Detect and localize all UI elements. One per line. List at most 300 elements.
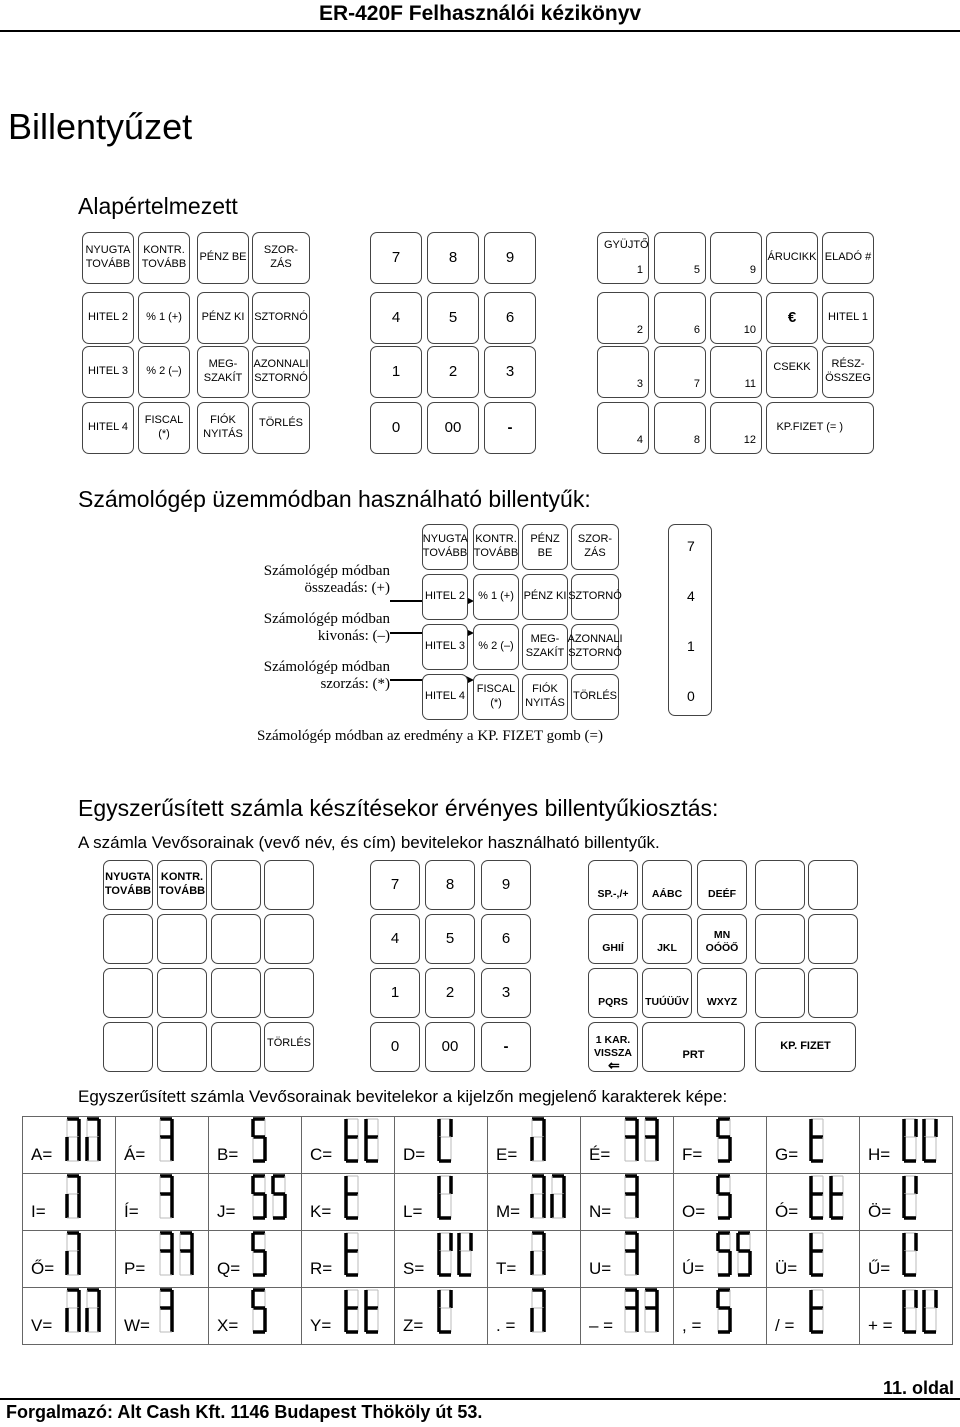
blank-key[interactable] bbox=[103, 1022, 153, 1072]
segment-glyph-icon bbox=[251, 1286, 297, 1338]
calc-key-fiscal[interactable] bbox=[473, 674, 519, 720]
blank-key[interactable] bbox=[211, 914, 261, 964]
key-label: % 2 (–) bbox=[478, 640, 514, 653]
key-nyugta-tovabb[interactable] bbox=[82, 232, 134, 284]
segment-glyph-icon bbox=[158, 1286, 204, 1338]
key-label: MEG- SZAKÍT bbox=[525, 633, 565, 659]
char-label: B= bbox=[217, 1145, 239, 1164]
char-label: Ő= bbox=[31, 1259, 55, 1278]
char-label: . = bbox=[496, 1316, 516, 1335]
blank-key[interactable] bbox=[211, 860, 261, 910]
key-6[interactable] bbox=[481, 914, 531, 964]
char-cell bbox=[302, 1231, 395, 1288]
key-label: HITEL 2 bbox=[425, 590, 465, 603]
key-label: € bbox=[787, 308, 797, 326]
key-dept-9[interactable] bbox=[710, 232, 762, 284]
calc-key-nyugta-tovabb[interactable] bbox=[422, 524, 468, 570]
key-ghii[interactable] bbox=[588, 914, 638, 964]
key-kp-fizet[interactable] bbox=[766, 402, 874, 454]
key-wxyz[interactable] bbox=[697, 968, 747, 1018]
key-label: SZOR- ZÁS bbox=[577, 533, 613, 559]
key-2[interactable] bbox=[425, 968, 475, 1018]
key-7[interactable] bbox=[370, 232, 422, 284]
key-8[interactable] bbox=[425, 860, 475, 910]
char-cell bbox=[395, 1288, 488, 1345]
char-label: + = bbox=[868, 1316, 893, 1335]
key-hitel-2[interactable] bbox=[82, 292, 134, 344]
char-cell bbox=[674, 1117, 767, 1174]
calc-key-hitel-4[interactable] bbox=[422, 674, 468, 720]
key-label: TÖRLÉS bbox=[572, 690, 617, 703]
key-gyujto[interactable] bbox=[597, 232, 649, 284]
char-cell bbox=[767, 1174, 860, 1231]
segment-glyph-icon bbox=[344, 1172, 390, 1224]
key-label: 3 bbox=[505, 362, 515, 380]
char-cell bbox=[23, 1117, 116, 1174]
key-1-kar-vissza[interactable] bbox=[588, 1022, 638, 1072]
key-label: PÉNZ KI bbox=[201, 311, 245, 324]
calc-key-percent-1[interactable] bbox=[473, 574, 519, 620]
calc-result-note: Számológép módban az eredmény a KP. FIZET gomb (=) bbox=[256, 728, 604, 744]
key-label: GYÜJTŐ bbox=[604, 239, 649, 251]
char-label: Á= bbox=[124, 1145, 146, 1164]
char-label: J= bbox=[217, 1202, 236, 1221]
segment-glyph-icon bbox=[65, 1229, 111, 1281]
key-6[interactable] bbox=[484, 292, 536, 344]
blank-key[interactable] bbox=[211, 1022, 261, 1072]
segment-glyph-icon bbox=[530, 1229, 576, 1281]
blank-key[interactable] bbox=[264, 968, 314, 1018]
key-prt[interactable] bbox=[642, 1022, 745, 1072]
segment-glyph-icon bbox=[251, 1229, 297, 1281]
key-szorzas[interactable] bbox=[252, 232, 310, 284]
calc-key-penz-be[interactable] bbox=[522, 524, 568, 570]
section-chars: Egyszerűsített számla Vevősorainak bevitelekor a kijelzőn megjelenő karakterek képe: bbox=[78, 1087, 728, 1106]
char-label: F= bbox=[682, 1145, 703, 1164]
segment-glyph-icon bbox=[623, 1172, 669, 1224]
page-title: Billentyűzet bbox=[8, 106, 193, 147]
key-minus[interactable] bbox=[481, 1022, 531, 1072]
key-label: CSEKK bbox=[773, 361, 811, 373]
key-9[interactable] bbox=[484, 232, 536, 284]
char-label: K= bbox=[310, 1202, 332, 1221]
char-cell bbox=[209, 1288, 302, 1345]
char-cell bbox=[116, 1231, 209, 1288]
key-label: 6 bbox=[501, 929, 511, 947]
char-label: T= bbox=[496, 1259, 517, 1278]
section-default: Alapértelmezett bbox=[78, 193, 238, 219]
key-label: KP.FIZET (= ) bbox=[776, 421, 843, 434]
key-dept-3[interactable] bbox=[597, 346, 649, 398]
key-fiok-nyitas[interactable] bbox=[197, 402, 249, 454]
key-label: SP.-,/+ bbox=[597, 887, 629, 900]
key-label: KONTR. TOVÁBB bbox=[473, 533, 519, 559]
blank-key[interactable] bbox=[103, 914, 153, 964]
key-label: MEG- SZAKÍT bbox=[203, 358, 243, 384]
key-label: SZTORNÓ bbox=[568, 590, 622, 603]
calc-key-percent-2[interactable] bbox=[473, 624, 519, 670]
key-minus[interactable] bbox=[484, 402, 536, 454]
key-aabc[interactable] bbox=[642, 860, 692, 910]
char-cell bbox=[302, 1174, 395, 1231]
key-dept-11[interactable] bbox=[710, 346, 762, 398]
key-label: 7 bbox=[390, 875, 400, 893]
char-label: U= bbox=[589, 1259, 612, 1278]
key-label: KONTR. TOVÁBB bbox=[141, 244, 187, 270]
key-label: - bbox=[503, 1037, 509, 1055]
char-cell bbox=[860, 1174, 953, 1231]
key-00[interactable] bbox=[425, 1022, 475, 1072]
key-torles[interactable] bbox=[264, 1022, 314, 1072]
calc-key-sztorno[interactable] bbox=[568, 574, 622, 620]
char-label: A= bbox=[31, 1145, 53, 1164]
key-label: 00 bbox=[444, 418, 462, 436]
calc-label-add: Számológép módban összeadás: (+) bbox=[263, 563, 390, 596]
blank-key[interactable] bbox=[755, 968, 805, 1018]
key-label: HITEL 1 bbox=[828, 311, 868, 324]
blank-key[interactable] bbox=[211, 968, 261, 1018]
char-label: E= bbox=[496, 1145, 518, 1164]
page-number: 11. oldal bbox=[882, 1378, 954, 1398]
segment-glyph-icon bbox=[344, 1229, 390, 1281]
segment-glyph-icon bbox=[530, 1286, 576, 1338]
key-0[interactable] bbox=[370, 402, 422, 454]
key-label: FISCAL (*) bbox=[476, 683, 516, 709]
key-fiscal[interactable] bbox=[138, 402, 190, 454]
char-cell bbox=[209, 1174, 302, 1231]
dept-number: 11 bbox=[744, 378, 756, 391]
char-label: O= bbox=[682, 1202, 706, 1221]
char-label: R= bbox=[310, 1259, 333, 1278]
key-label: 4 bbox=[390, 929, 400, 947]
key-dept-4[interactable] bbox=[597, 402, 649, 454]
calc-key-hitel-2[interactable] bbox=[422, 574, 468, 620]
key-3[interactable] bbox=[481, 968, 531, 1018]
char-cell bbox=[860, 1231, 953, 1288]
calc-key-penz-ki[interactable] bbox=[522, 574, 568, 620]
segment-glyph-icon bbox=[922, 1115, 960, 1167]
blank-key[interactable] bbox=[755, 860, 805, 910]
key-label: HITEL 3 bbox=[425, 640, 465, 653]
char-label: S= bbox=[403, 1259, 425, 1278]
key-5[interactable] bbox=[427, 292, 479, 344]
char-cell bbox=[860, 1117, 953, 1174]
segment-glyph-icon bbox=[158, 1115, 204, 1167]
key-label: FISCAL (*) bbox=[144, 414, 184, 440]
key-label: NYUGTA TOVÁBB bbox=[104, 871, 152, 897]
blank-key[interactable] bbox=[755, 914, 805, 964]
key-percent-1[interactable] bbox=[138, 292, 190, 344]
dept-number: 6 bbox=[693, 324, 700, 337]
char-label: X= bbox=[217, 1316, 239, 1335]
key-hitel-1[interactable] bbox=[822, 292, 874, 344]
key-azonnali-sztorno[interactable] bbox=[252, 346, 310, 398]
key-label: 4 bbox=[391, 308, 401, 326]
char-label: I= bbox=[31, 1202, 46, 1221]
key-label: % 1 (+) bbox=[478, 590, 514, 603]
blank-key[interactable] bbox=[103, 968, 153, 1018]
key-label: 5 bbox=[445, 929, 455, 947]
key-label: 5 bbox=[448, 308, 458, 326]
key-megszakit[interactable] bbox=[197, 346, 249, 398]
dept-number: 1 bbox=[636, 264, 643, 277]
key-label: 0 bbox=[390, 1037, 400, 1055]
char-label: Ö= bbox=[868, 1202, 892, 1221]
segment-glyph-icon bbox=[716, 1286, 762, 1338]
blank-key[interactable] bbox=[157, 914, 207, 964]
backspace-arrow-icon: ⇐ bbox=[608, 1057, 620, 1073]
key-5[interactable] bbox=[425, 914, 475, 964]
calc-key-7[interactable]: 7 bbox=[687, 538, 695, 554]
char-cell bbox=[581, 1231, 674, 1288]
key-elado[interactable] bbox=[822, 232, 874, 284]
key-3[interactable] bbox=[484, 346, 536, 398]
key-label: 9 bbox=[501, 875, 511, 893]
section-simple: Egyszerűsített számla készítésekor érvényes billentyűkiosztás: bbox=[78, 795, 719, 821]
char-cell bbox=[395, 1117, 488, 1174]
key-label: PÉNZ KI bbox=[523, 590, 567, 603]
dept-number: 12 bbox=[743, 434, 756, 447]
key-penz-ki[interactable] bbox=[197, 292, 249, 344]
segment-glyph-icon bbox=[65, 1172, 111, 1224]
segment-glyph-icon bbox=[902, 1229, 948, 1281]
calc-key-torles[interactable] bbox=[571, 674, 619, 720]
key-1[interactable] bbox=[370, 346, 422, 398]
dept-number: 4 bbox=[636, 434, 643, 447]
char-label: W= bbox=[124, 1316, 150, 1335]
char-cell bbox=[860, 1288, 953, 1345]
key-pqrs[interactable] bbox=[588, 968, 638, 1018]
calc-label-mul: Számológép módban szorzás: (*) bbox=[263, 659, 390, 692]
key-label: MN OÓÖŐ bbox=[705, 928, 739, 954]
blank-key[interactable] bbox=[264, 860, 314, 910]
key-label: 2 bbox=[445, 983, 455, 1001]
char-label: Í= bbox=[124, 1202, 139, 1221]
key-sztorno[interactable] bbox=[252, 292, 310, 344]
key-hitel-4[interactable] bbox=[82, 402, 134, 454]
key-00[interactable] bbox=[427, 402, 479, 454]
key-8[interactable] bbox=[427, 232, 479, 284]
key-label: 9 bbox=[505, 248, 515, 266]
key-label: NYUGTA TOVÁBB bbox=[422, 533, 468, 559]
key-sp[interactable] bbox=[588, 860, 638, 910]
section-simple-sub: A számla Vevősorainak (vevő név, és cím) bevitelekor használható billentyűk. bbox=[78, 833, 660, 852]
char-label: P= bbox=[124, 1259, 146, 1278]
key-tuuuuv[interactable] bbox=[642, 968, 692, 1018]
segment-glyph-icon bbox=[902, 1172, 948, 1224]
char-cell bbox=[767, 1288, 860, 1345]
blank-key[interactable] bbox=[157, 968, 207, 1018]
key-deef[interactable] bbox=[697, 860, 747, 910]
key-label: 1 KAR. VISSZA bbox=[594, 1033, 632, 1059]
char-cell bbox=[23, 1288, 116, 1345]
key-label: % 1 (+) bbox=[146, 311, 182, 324]
key-label: HITEL 4 bbox=[88, 421, 128, 434]
key-label: 7 bbox=[391, 248, 401, 266]
key-csekk[interactable] bbox=[766, 346, 818, 398]
key-label: 2 bbox=[448, 362, 458, 380]
char-cell bbox=[116, 1288, 209, 1345]
char-cell bbox=[209, 1231, 302, 1288]
key-dept-8[interactable] bbox=[654, 402, 706, 454]
calc-label-sub: Számológép módban kivonás: (–) bbox=[263, 611, 390, 644]
char-cell bbox=[767, 1231, 860, 1288]
char-label: Ó= bbox=[775, 1202, 799, 1221]
char-cell bbox=[581, 1117, 674, 1174]
char-cell bbox=[488, 1231, 581, 1288]
key-label: 00 bbox=[441, 1037, 459, 1055]
key-dept-7[interactable] bbox=[654, 346, 706, 398]
key-label: FIÓK NYITÁS bbox=[525, 683, 565, 709]
blank-key[interactable] bbox=[808, 914, 858, 964]
key-kp-fizet[interactable] bbox=[755, 1022, 856, 1072]
key-9[interactable] bbox=[481, 860, 531, 910]
key-kontr-tovabb[interactable] bbox=[157, 860, 207, 910]
char-label: V= bbox=[31, 1316, 53, 1335]
key-reszosszeg[interactable] bbox=[822, 346, 874, 398]
key-label: RÉSZ- ÖSSZEG bbox=[825, 358, 871, 384]
char-cell bbox=[581, 1288, 674, 1345]
char-cell bbox=[302, 1117, 395, 1174]
char-cell bbox=[302, 1288, 395, 1345]
key-dept-5[interactable] bbox=[654, 232, 706, 284]
segment-glyph-icon bbox=[251, 1115, 297, 1167]
segment-glyph-icon bbox=[437, 1286, 483, 1338]
key-label: WXYZ bbox=[706, 995, 738, 1008]
key-nyugta-tovabb[interactable] bbox=[103, 860, 153, 910]
key-4[interactable] bbox=[370, 292, 422, 344]
key-label: HITEL 2 bbox=[88, 311, 128, 324]
blank-key[interactable] bbox=[157, 1022, 207, 1072]
dept-number: 7 bbox=[693, 378, 700, 391]
char-cell bbox=[23, 1231, 116, 1288]
segment-glyph-icon bbox=[716, 1172, 762, 1224]
key-arucikk[interactable] bbox=[766, 232, 818, 284]
segment-glyph-icon bbox=[809, 1229, 855, 1281]
char-label: M= bbox=[496, 1202, 521, 1221]
blank-key[interactable] bbox=[264, 914, 314, 964]
char-label: É= bbox=[589, 1145, 611, 1164]
key-label: HITEL 4 bbox=[425, 690, 465, 703]
dept-number: 9 bbox=[749, 264, 756, 277]
calc-key-kontr-tovabb[interactable] bbox=[473, 524, 519, 570]
calc-key-4[interactable]: 4 bbox=[687, 588, 695, 604]
char-cell bbox=[767, 1117, 860, 1174]
char-display-table bbox=[22, 1116, 953, 1345]
char-label: Ü= bbox=[775, 1259, 798, 1278]
key-label: 3 bbox=[501, 983, 511, 1001]
key-euro[interactable] bbox=[766, 292, 818, 344]
page-header: ER-420F Felhasználói kézikönyv bbox=[318, 2, 642, 25]
key-mnoooo[interactable] bbox=[697, 914, 747, 964]
key-percent-2[interactable] bbox=[138, 346, 190, 398]
section-calc: Számológép üzemmódban használható billentyűk: bbox=[78, 486, 591, 512]
key-1[interactable] bbox=[370, 968, 420, 1018]
key-label: AZONNALI SZTORNÓ bbox=[567, 633, 623, 659]
char-cell bbox=[488, 1117, 581, 1174]
segment-glyph-icon bbox=[437, 1115, 483, 1167]
segment-glyph-icon bbox=[623, 1229, 669, 1281]
key-label: TÖRLÉS bbox=[258, 417, 303, 429]
key-label: 8 bbox=[445, 875, 455, 893]
char-label: / = bbox=[775, 1316, 795, 1335]
calc-key-hitel-3[interactable] bbox=[422, 624, 468, 670]
calc-key-szorzas[interactable] bbox=[571, 524, 619, 570]
key-label: 1 bbox=[390, 983, 400, 1001]
key-label: PQRS bbox=[598, 995, 628, 1008]
key-label: PRT bbox=[682, 1049, 705, 1062]
key-hitel-3[interactable] bbox=[82, 346, 134, 398]
key-label: 8 bbox=[448, 248, 458, 266]
key-torles[interactable] bbox=[252, 402, 310, 454]
dept-number: 10 bbox=[743, 324, 756, 337]
key-label: KP. FIZET bbox=[780, 1040, 831, 1053]
key-label: PÉNZ BE bbox=[199, 251, 247, 264]
char-cell bbox=[395, 1174, 488, 1231]
char-label: L= bbox=[403, 1202, 423, 1221]
segment-glyph-icon bbox=[158, 1172, 204, 1224]
key-label: - bbox=[507, 418, 513, 436]
key-label: SZTORNÓ bbox=[254, 311, 308, 324]
key-dept-2[interactable] bbox=[597, 292, 649, 344]
key-7[interactable] bbox=[370, 860, 420, 910]
char-cell bbox=[581, 1174, 674, 1231]
key-2[interactable] bbox=[427, 346, 479, 398]
blank-key[interactable] bbox=[808, 860, 858, 910]
char-cell bbox=[674, 1231, 767, 1288]
header-rule bbox=[0, 30, 960, 32]
key-dept-12[interactable] bbox=[710, 402, 762, 454]
key-label: AZONNALI SZTORNÓ bbox=[253, 358, 309, 384]
key-penz-be[interactable] bbox=[197, 232, 249, 284]
char-label: Q= bbox=[217, 1259, 241, 1278]
calc-key-azonnali-sztorno[interactable] bbox=[567, 624, 623, 670]
key-label: AÁBC bbox=[651, 887, 683, 900]
calc-key-0[interactable]: 0 bbox=[687, 688, 695, 704]
calc-key-1[interactable]: 1 bbox=[687, 638, 695, 654]
char-cell bbox=[116, 1117, 209, 1174]
calc-key-fiok-nyitas[interactable] bbox=[522, 674, 568, 720]
key-dept-10[interactable] bbox=[710, 292, 762, 344]
char-label: D= bbox=[403, 1145, 426, 1164]
char-cell bbox=[674, 1288, 767, 1345]
key-label: HITEL 3 bbox=[88, 365, 128, 378]
char-label: Z= bbox=[403, 1316, 424, 1335]
segment-glyph-icon bbox=[437, 1172, 483, 1224]
key-4[interactable] bbox=[370, 914, 420, 964]
key-label: SZOR- ZÁS bbox=[263, 244, 299, 270]
key-label: PÉNZ BE bbox=[530, 533, 560, 559]
char-label: C= bbox=[310, 1145, 333, 1164]
char-label: , = bbox=[682, 1316, 702, 1335]
char-cell bbox=[674, 1174, 767, 1231]
key-dept-6[interactable] bbox=[654, 292, 706, 344]
key-label: KONTR. TOVÁBB bbox=[158, 871, 206, 897]
blank-key[interactable] bbox=[808, 968, 858, 1018]
dept-number: 5 bbox=[693, 264, 700, 277]
key-kontr-tovabb[interactable] bbox=[138, 232, 190, 284]
key-label: % 2 (–) bbox=[146, 365, 182, 378]
char-cell bbox=[116, 1174, 209, 1231]
key-jkl[interactable] bbox=[642, 914, 692, 964]
key-label: 1 bbox=[391, 362, 401, 380]
segment-glyph-icon bbox=[716, 1115, 762, 1167]
char-cell bbox=[209, 1117, 302, 1174]
calc-key-megszakit[interactable] bbox=[522, 624, 568, 670]
key-0[interactable] bbox=[370, 1022, 420, 1072]
char-label: Y= bbox=[310, 1316, 332, 1335]
key-label: TUÚÜŰV bbox=[645, 995, 689, 1008]
